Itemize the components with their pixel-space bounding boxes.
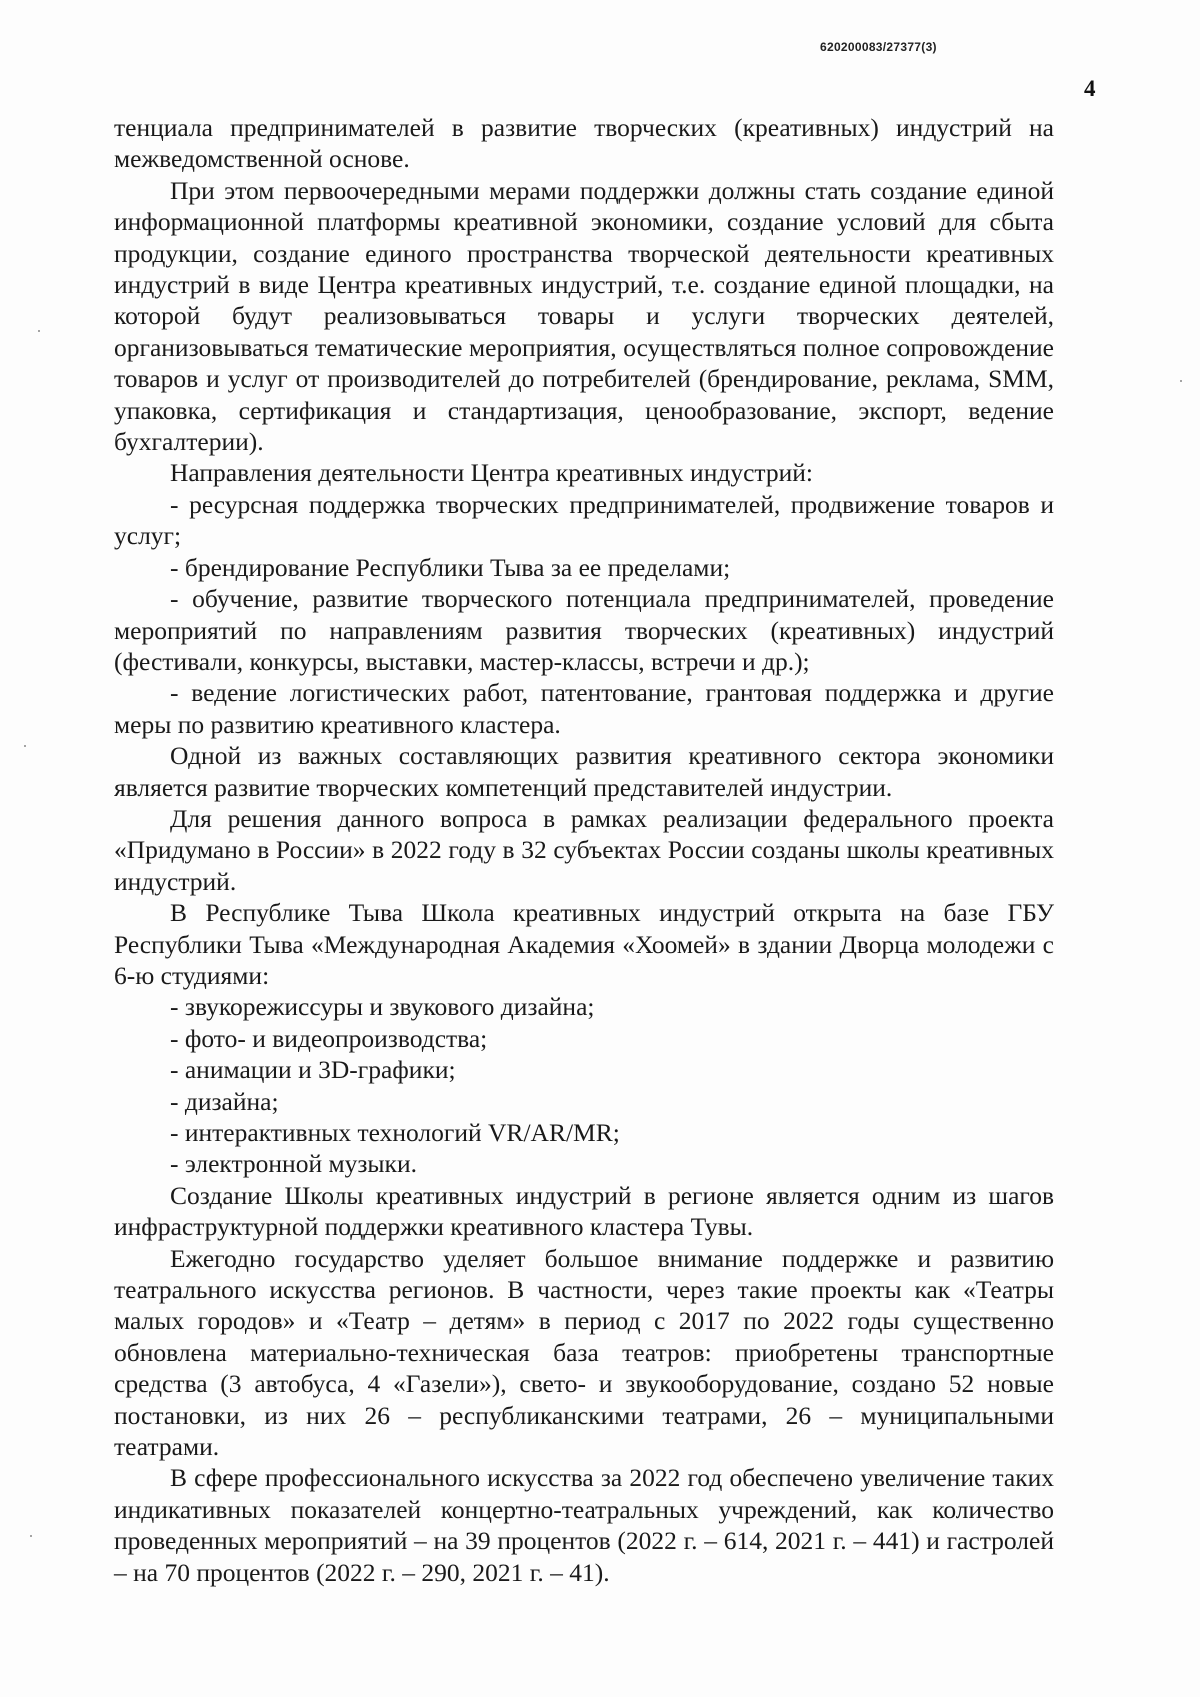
body-text	[114, 112, 1054, 1588]
paragraph: Создание Школы креативных индустрий в регионе является одним из шагов инфраструктурной поддержки креативного кластера Тувы.	[114, 1180, 1054, 1242]
paragraph: В Республике Тыва Школа креативных индустрий открыта на базе ГБУ Республики Тыва «Международная Академия «Хоомей» в здании Дворца молодежи с 6-ю студиями:	[114, 898, 1054, 990]
page-number: 4	[1084, 76, 1096, 101]
list-item: - электронной музыки.	[170, 1149, 417, 1179]
scan-speck	[1180, 380, 1182, 382]
paragraph: При этом первоочередными мерами поддержки должны стать создание единой информационной платформы креативной экономики, создание условий для сбыта продукции, создание единого пространства творческой деятельности креативных индустрий в виде Центра креативных индустрий, т.е. создание единой площадки, на которой будут реализовываться товары и услуги творческих деятелей, организовываться тематические мероприятия, осуществляться полное сопровождение товаров и услуг от производителей до потребителей (брендирование, реклама, SMM, упаковка, сертификация и стандартизация, ценообразование, экспорт, ведение бухгалтерии).	[114, 175, 1054, 457]
paragraph: Для решения данного вопроса в рамках реализации федерального проекта «Придумано в России» в 2022 году в 32 субъектах России созданы школы креативных индустрий.	[114, 803, 1054, 896]
list-item: - ресурсная поддержка творческих предпринимателей, продвижение товаров и услуг;	[114, 489, 1054, 551]
list-item: - дизайна;	[170, 1086, 279, 1116]
list-item: - фото- и видеопроизводства;	[170, 1023, 488, 1053]
paragraph: Одной из важных составляющих развития креативного сектора экономики является развитие творческих компетенций представителей индустрии.	[114, 741, 1054, 802]
list-item: - интерактивных технологий VR/AR/MR;	[170, 1118, 620, 1147]
paragraph: тенциала предпринимателей в развитие творческих (креативных) индустрий на межведомственной основе.	[114, 113, 1054, 174]
list-item: - звукорежиссуры и звукового дизайна;	[170, 992, 595, 1022]
list-item: - анимации и 3D-графики;	[170, 1055, 456, 1085]
scan-speck	[30, 1535, 32, 1537]
paragraph: В сфере профессионального искусства за 2022 год обеспечено увеличение таких индикативных показателей концертно-театральных учреждений, как количество проведенных мероприятий – на 39 процентов (2022 г. – 614, 2021 г. – 441) и гастролей – на 70 процентов (2022 г. – 290, 2021 г. – 41).	[114, 1463, 1054, 1587]
paragraph: Направления деятельности Центра креативных индустрий:	[170, 458, 813, 488]
scan-speck	[24, 745, 26, 747]
paragraph: Ежегодно государство уделяет большое внимание поддержке и развитию театрального искусства регионов. В частности, через такие проекты как «Театры малых городов» и «Театр – детям» в период с 2017 по 2022 годы существенно обновлена материально-техническая база театров: приобретены транспортные средства (3 автобуса, 4 «Газели»), свето- и звукооборудование, создано 52 новые постановки, из них 26 – республиканскими театрами, 26 – муниципальными театрами.	[114, 1243, 1054, 1462]
document-id: 620200083/27377(3)	[820, 40, 937, 54]
list-item: - ведение логистических работ, патентование, грантовая поддержка и другие меры по развитию креативного кластера.	[114, 678, 1054, 739]
list-item: - брендирование Республики Тыва за ее пределами;	[170, 552, 731, 582]
list-item: - обучение, развитие творческого потенциала предпринимателей, проведение мероприятий по направлениям развития творческих (креативных) индустрий (фестивали, конкурсы, выставки, мастер-классы, встречи и др.);	[114, 584, 1054, 676]
scan-speck	[38, 330, 40, 332]
